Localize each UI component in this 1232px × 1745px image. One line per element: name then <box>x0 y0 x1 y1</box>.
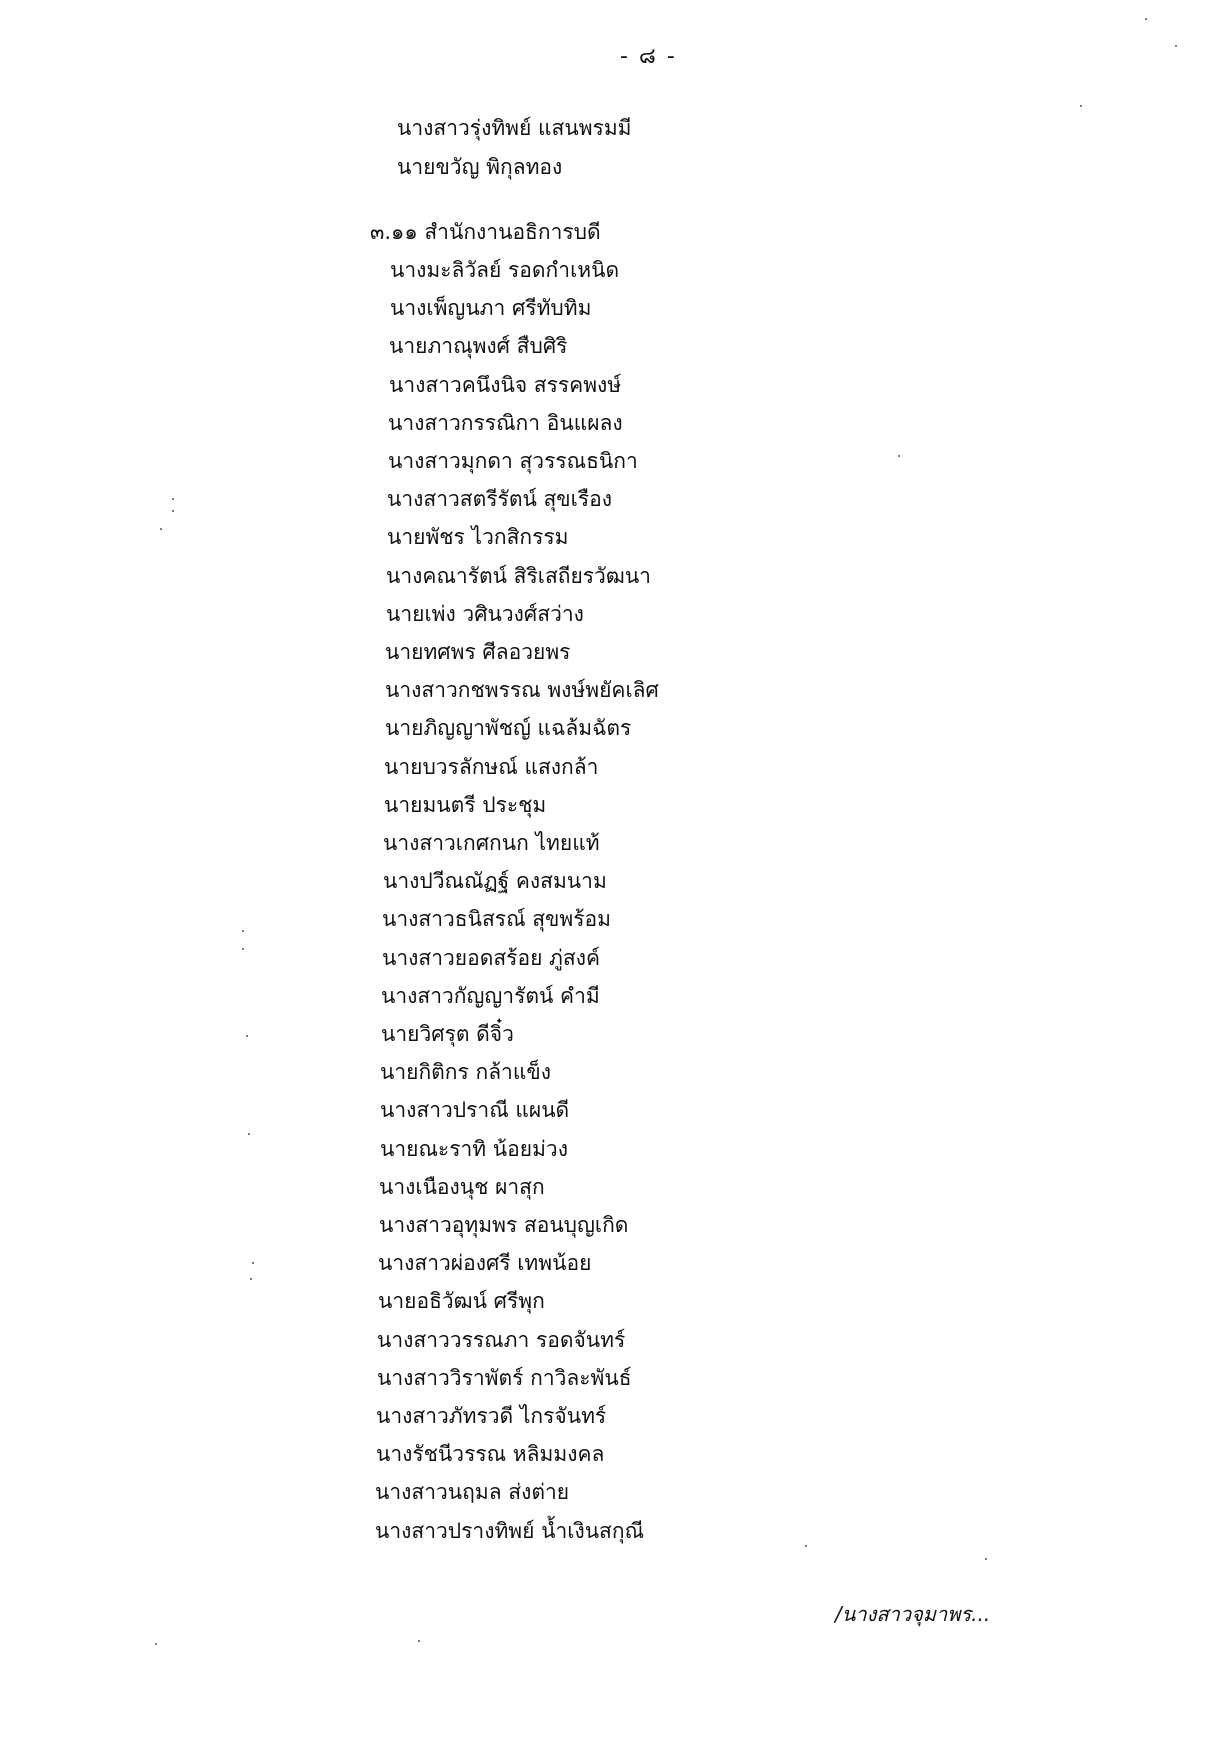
name-line: นายภิญญาพัชญ์ แฉล้มฉัตร <box>385 716 632 740</box>
name-line: นางสาวปราณี แผนดี <box>380 1098 570 1122</box>
continuation-note: /นางสาวจุมาพร... <box>835 1602 991 1626</box>
scan-speck <box>985 1558 987 1560</box>
name-line: นางสาววรรณภา รอดจันทร์ <box>377 1328 626 1352</box>
name-line: นางสาวภัทรวดี ไกรจันทร์ <box>376 1404 607 1428</box>
name-line: นายขวัญ พิกุลทอง <box>397 155 563 179</box>
name-line: นายกิติกร กล้าแข็ง <box>380 1060 551 1084</box>
name-line: นางสาวกรรณิกา อินแผลง <box>388 411 623 435</box>
name-line: นางมะลิวัลย์ รอดกำเหนิด <box>390 258 620 282</box>
name-line: นางสาวคนึงนิจ สรรคพงษ์ <box>389 373 622 397</box>
name-line: นางสาวกชพรรณ พงษ์พยัคเลิศ <box>385 678 659 702</box>
scan-speck <box>898 455 900 457</box>
scan-speck <box>172 510 174 512</box>
name-line: นางปวีณณัฏฐ์ คงสมนาม <box>383 869 607 893</box>
name-line: นางสาวสตรีรัตน์ สุขเรือง <box>387 487 612 511</box>
name-line: นายบวรลักษณ์ แสงกล้า <box>384 755 599 779</box>
name-line: นางสาวกัญญารัตน์ คำมี <box>381 984 600 1008</box>
scan-speck <box>248 1133 250 1135</box>
name-line: นางเนืองนุช ผาสุก <box>379 1175 545 1199</box>
scan-speck <box>1080 105 1082 107</box>
name-line: นายอธิวัฒน์ ศรีพุก <box>378 1289 545 1313</box>
scan-speck <box>242 930 244 932</box>
scan-speck <box>1145 18 1147 20</box>
name-line: นางสาวนฤมล ส่งต่าย <box>375 1480 570 1504</box>
name-line: นางสาวธนิสรณ์ สุขพร้อม <box>382 907 611 931</box>
scan-speck <box>155 1643 157 1645</box>
name-line: นางสาวอุทุมพร สอนบุญเกิด <box>379 1213 629 1237</box>
scan-speck <box>1175 45 1177 47</box>
name-line: นางสาววิราพัตร์ กาวิละพันธ์ <box>377 1366 632 1390</box>
name-line: นางเพ็ญนภา ศรีทับทิม <box>390 296 592 320</box>
scan-speck <box>252 1262 254 1264</box>
name-line: นายพัชร ไวกสิกรรม <box>387 525 569 549</box>
name-line: นายทศพร ศีลอวยพร <box>385 640 571 664</box>
name-line: นายวิศรุต ดีจิ๋ว <box>381 1022 514 1046</box>
scan-speck <box>418 1640 420 1642</box>
name-line: นางรัชนีวรรณ หลิมมงคล <box>376 1442 605 1466</box>
name-line: นางสาวผ่องศรี เทพน้อย <box>378 1251 592 1275</box>
name-line: นางสาวรุ่งทิพย์ แสนพรมมี <box>397 116 632 140</box>
scan-speck <box>250 1278 252 1280</box>
name-line: นางสาวเกศกนก ไทยแท้ <box>383 831 600 855</box>
scan-speck <box>242 948 244 950</box>
section-heading: ๓.๑๑ สำนักงานอธิการบดี <box>370 220 601 244</box>
scan-speck <box>160 528 162 530</box>
name-line: นายณะราทิ น้อยม่วง <box>380 1137 568 1161</box>
scan-speck <box>805 1545 807 1547</box>
name-line: นางสาวปรางทิพย์ น้ำเงินสกุณี <box>375 1519 645 1543</box>
name-line: นายภาณุพงศ์ สืบศิริ <box>389 334 568 358</box>
name-line: นางคณารัตน์ สิริเสถียรวัฒนา <box>386 564 651 588</box>
name-line: นางสาวมุกดา สุวรรณธนิกา <box>388 449 638 473</box>
scan-speck <box>246 1035 248 1037</box>
scan-speck <box>172 498 174 500</box>
name-line: นายเพ่ง วศินวงศ์สว่าง <box>386 602 584 626</box>
page-number: - ๘ - <box>620 44 677 69</box>
name-line: นายมนตรี ประชุม <box>384 793 547 817</box>
name-line: นางสาวยอดสร้อย ภู่สงค์ <box>382 946 601 970</box>
